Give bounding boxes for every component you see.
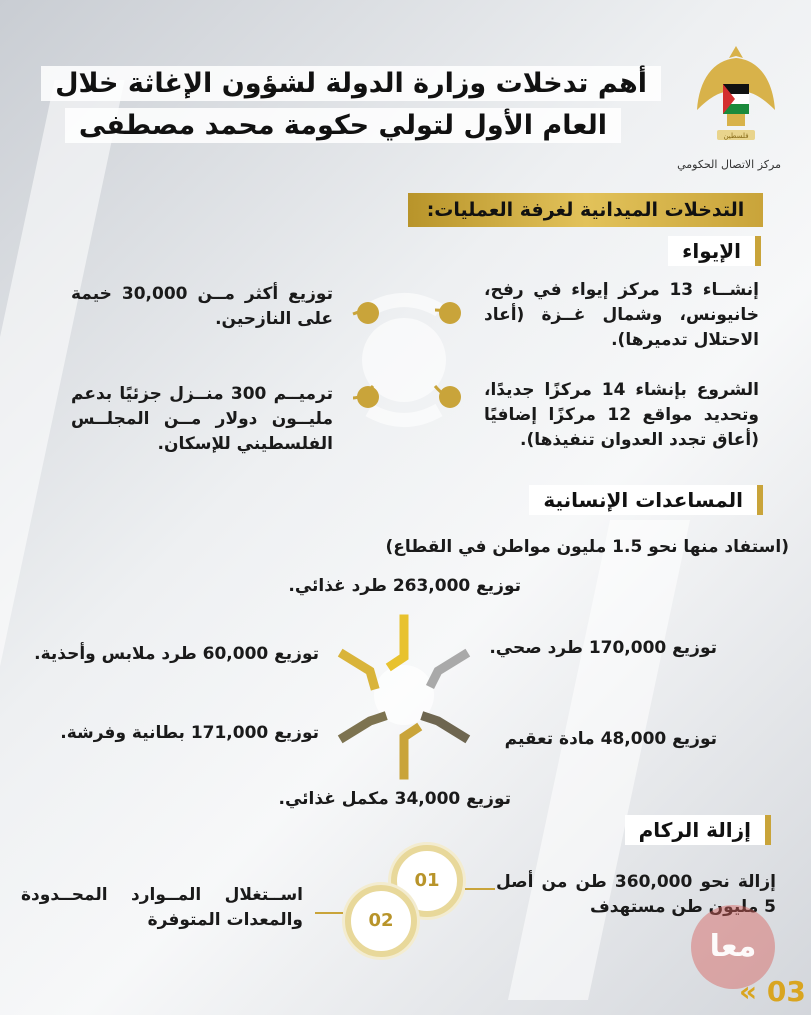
aid-item-supplements: توزيع 34,000 مكمل غذائي.	[279, 789, 512, 809]
shelter-item-new-centers: الشروع بإنشاء 14 مركزًا جديدًا، وتحديد مواقع 12 مركزًا إضافيًا (أعاق تجدد العدوان تنفيذها).	[485, 380, 760, 450]
step-number-01: 01	[392, 845, 464, 917]
emblem-inner-text: فلسطين	[724, 132, 750, 140]
watermark-logo: معا	[692, 905, 776, 989]
connector-line	[316, 912, 344, 914]
step-number-02: 02	[346, 885, 418, 957]
aid-item-blankets: توزيع 171,000 بطانية وفرشة.	[61, 723, 320, 743]
double-chevron-icon: »	[740, 975, 759, 1008]
bullet-dot	[358, 386, 380, 408]
aid-heading: المساعدات الإنسانية	[530, 485, 764, 515]
background-band	[509, 520, 691, 1000]
aid-item-sanitizer: توزيع 48,000 مادة تعقيم	[505, 729, 718, 749]
page-title-line-2: العام الأول لتولي حكومة محمد مصطفى	[66, 108, 622, 143]
shelter-heading: الإيواء	[669, 236, 762, 266]
page-number-value: 03	[767, 975, 807, 1008]
connector-line	[466, 888, 496, 890]
aid-item-food: توزيع 263,000 طرد غذائي.	[289, 576, 522, 596]
emblem-caption: مركز الاتصال الحكومي	[678, 158, 782, 171]
aid-item-clothes: توزيع 60,000 طرد ملابس وأحذية.	[35, 644, 320, 664]
aid-radial-graphic	[325, 605, 485, 785]
rubble-heading: إزالة الركام	[626, 815, 772, 845]
bullet-dot	[440, 386, 462, 408]
aid-item-health: توزيع 170,000 طرد صحي.	[490, 638, 718, 658]
page-title-line-1: أهم تدخلات وزارة الدولة لشؤون الإغاثة خلال	[42, 66, 662, 101]
emblem	[678, 40, 782, 171]
rubble-item-resources: اســتغلال المــوارد المحــدودة والمعدات المتوفرة	[22, 885, 304, 930]
aid-subtitle: (استفاد منها نحو 1.5 مليون مواطن في القطاع)	[386, 537, 790, 557]
background-band	[0, 80, 126, 980]
operations-room-banner: التدخلات الميدانية لغرفة العمليات:	[409, 193, 764, 227]
rubble-item-removed: إزالة نحو 360,000 طن من أصل 5 مليون طن مستهدف	[497, 872, 777, 917]
shelter-item-centers: إنشــاء 13 مركز إيواء في رفح، خانيونس، وشمال غــزة (أعاد الاحتلال تدميرها).	[485, 280, 760, 350]
bullet-dot	[440, 302, 462, 324]
page-number	[740, 975, 807, 1008]
shelter-item-tents: توزيع أكثر مــن 30,000 خيمة على النازحين.	[72, 284, 334, 329]
bullet-dot	[358, 302, 380, 324]
eagle-emblem-icon	[694, 40, 780, 150]
shelter-item-houses: ترميــم 300 منــزل جزئيًا بدعم مليــون دولار مــن المجلــس الفلسطيني للإسكان.	[72, 384, 334, 454]
